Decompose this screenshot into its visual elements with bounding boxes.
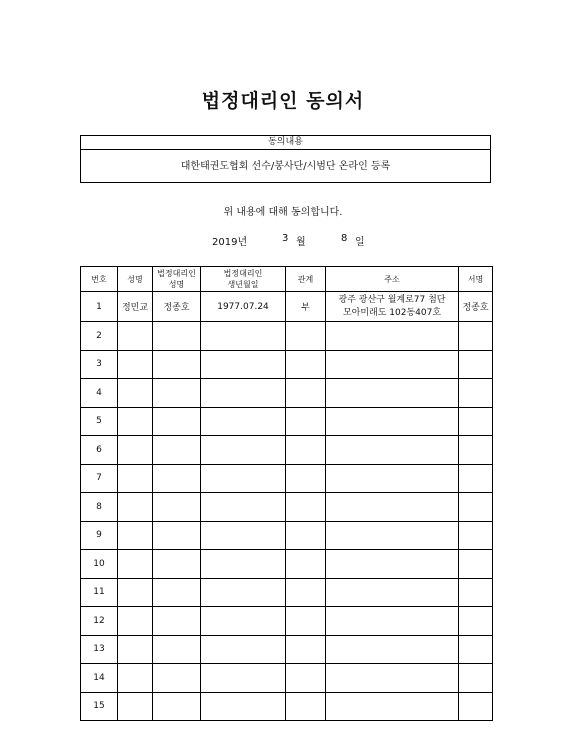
cell-address (326, 436, 459, 465)
cell-relation (286, 436, 326, 465)
cell-name (118, 692, 153, 721)
cell-relation (286, 692, 326, 721)
cell-guardian-birth (201, 322, 286, 351)
cell-signature (459, 664, 493, 693)
consent-content: 대한태권도협회 선수/봉사단/시범단 온라인 등록 (180, 161, 391, 172)
cell-signature (459, 635, 493, 664)
cell-address (326, 635, 459, 664)
cell-guardian-birth (201, 493, 286, 522)
cell-address: 광주 광산구 월계로77 첨단 모아미래도 102동407호 (326, 292, 459, 322)
cell-guardian-name (153, 436, 201, 465)
cell-relation (286, 635, 326, 664)
cell-relation (286, 607, 326, 636)
cell-no: 12 (81, 607, 118, 636)
cell-name (118, 521, 153, 550)
cell-signature (459, 379, 493, 408)
table-row (81, 436, 493, 465)
header-relation: 관계 (286, 267, 326, 292)
cell-guardian-birth (201, 521, 286, 550)
cell-name (118, 436, 153, 465)
cell-signature (459, 692, 493, 721)
cell-guardian-name: 정종호 (153, 292, 201, 322)
cell-guardian-birth (201, 607, 286, 636)
cell-name (118, 464, 153, 493)
cell-no: 1 (81, 292, 118, 322)
consent-box (80, 135, 491, 183)
cell-no: 2 (81, 322, 118, 351)
cell-guardian-birth (201, 578, 286, 607)
cell-signature (459, 550, 493, 579)
header-guardian-name: 법정대리인 성명 (153, 267, 201, 292)
cell-no: 4 (81, 379, 118, 408)
table-row (81, 550, 493, 579)
cell-guardian-birth (201, 692, 286, 721)
cell-relation (286, 550, 326, 579)
cell-guardian-birth (201, 350, 286, 379)
cell-address (326, 607, 459, 636)
cell-address (326, 578, 459, 607)
cell-name (118, 664, 153, 693)
cell-relation (286, 493, 326, 522)
cell-guardian-name (153, 464, 201, 493)
cell-name (118, 635, 153, 664)
cell-guardian-name (153, 578, 201, 607)
date-day: 8 (341, 233, 348, 244)
cell-relation (286, 379, 326, 408)
cell-no: 5 (81, 407, 118, 436)
cell-relation (286, 521, 326, 550)
cell-relation (286, 464, 326, 493)
cell-guardian-birth (201, 664, 286, 693)
cell-address (326, 322, 459, 351)
cell-address (326, 379, 459, 408)
cell-relation (286, 664, 326, 693)
cell-guardian-birth (201, 407, 286, 436)
cell-address (326, 464, 459, 493)
cell-no: 13 (81, 635, 118, 664)
cell-signature (459, 350, 493, 379)
document-title: 법정대리인 동의서 (201, 90, 365, 112)
cell-no: 10 (81, 550, 118, 579)
date-day-unit: 일 (355, 237, 365, 248)
cell-guardian-birth: 1977.07.24 (201, 292, 286, 322)
date-year: 2019년 (212, 237, 248, 248)
table-row (81, 607, 493, 636)
cell-signature (459, 436, 493, 465)
cell-name (118, 550, 153, 579)
cell-address (326, 664, 459, 693)
cell-address (326, 692, 459, 721)
cell-name: 정민교 (118, 292, 153, 322)
cell-relation (286, 578, 326, 607)
table-row (81, 521, 493, 550)
cell-no: 9 (81, 521, 118, 550)
date-month-unit: 월 (296, 237, 306, 248)
cell-guardian-name (153, 350, 201, 379)
cell-guardian-name (153, 493, 201, 522)
table-row (81, 664, 493, 693)
cell-guardian-name (153, 664, 201, 693)
cell-guardian-birth (201, 464, 286, 493)
header-signature: 서명 (459, 267, 493, 292)
cell-guardian-name (153, 635, 201, 664)
cell-name (118, 493, 153, 522)
cell-address (326, 407, 459, 436)
cell-guardian-birth (201, 550, 286, 579)
table-row (81, 350, 493, 379)
header-name: 성명 (118, 267, 153, 292)
header-no: 번호 (81, 267, 118, 292)
cell-name (118, 322, 153, 351)
cell-guardian-birth (201, 635, 286, 664)
cell-address (326, 550, 459, 579)
table-row (81, 692, 493, 721)
cell-guardian-name (153, 550, 201, 579)
header-address: 주소 (326, 267, 459, 292)
table-row (81, 379, 493, 408)
table-row (81, 578, 493, 607)
cell-signature (459, 407, 493, 436)
cell-name (118, 607, 153, 636)
cell-relation (286, 350, 326, 379)
table-row (81, 322, 493, 351)
cell-signature (459, 607, 493, 636)
cell-address (326, 493, 459, 522)
cell-no: 11 (81, 578, 118, 607)
header-guardian-birth: 법정대리인 생년월일 (201, 267, 286, 292)
table-row (81, 493, 493, 522)
date-month: 3 (282, 233, 289, 244)
cell-guardian-birth (201, 436, 286, 465)
cell-signature: 정종호 (459, 292, 493, 322)
cell-no: 6 (81, 436, 118, 465)
cell-guardian-name (153, 407, 201, 436)
cell-signature (459, 578, 493, 607)
cell-guardian-name (153, 379, 201, 408)
cell-guardian-name (153, 692, 201, 721)
cell-guardian-birth (201, 379, 286, 408)
cell-name (118, 407, 153, 436)
cell-signature (459, 464, 493, 493)
table-row (81, 292, 493, 322)
cell-relation (286, 322, 326, 351)
cell-name (118, 350, 153, 379)
cell-address (326, 521, 459, 550)
cell-relation: 부 (286, 292, 326, 322)
cell-guardian-name (153, 607, 201, 636)
table-row (81, 407, 493, 436)
agreement-statement: 위 내용에 대해 동의합니다. (223, 207, 343, 218)
cell-guardian-name (153, 521, 201, 550)
table-header-row (81, 267, 493, 292)
cell-no: 3 (81, 350, 118, 379)
cell-no: 15 (81, 692, 118, 721)
cell-signature (459, 521, 493, 550)
cell-signature (459, 322, 493, 351)
guardian-table (80, 266, 493, 721)
cell-signature (459, 493, 493, 522)
cell-relation (286, 407, 326, 436)
cell-no: 8 (81, 493, 118, 522)
table-row (81, 464, 493, 493)
cell-no: 7 (81, 464, 118, 493)
cell-no: 14 (81, 664, 118, 693)
cell-name (118, 578, 153, 607)
cell-name (118, 379, 153, 408)
consent-header: 동의내용 (81, 136, 490, 150)
table-row (81, 635, 493, 664)
cell-address (326, 350, 459, 379)
cell-guardian-name (153, 322, 201, 351)
